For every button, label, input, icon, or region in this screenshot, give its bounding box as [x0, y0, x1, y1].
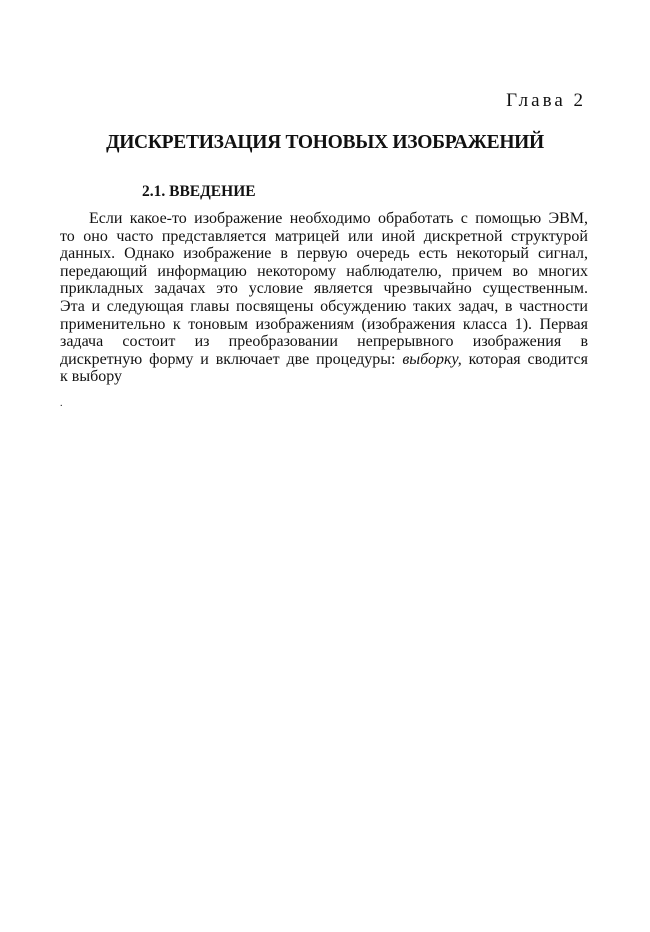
section-heading: 2.1. ВВЕДЕНИЕ	[142, 183, 256, 200]
paragraph-line: Если какое-то изображение необходимо обработать с помощью ЭВМ,	[89, 210, 588, 227]
chapter-title: ДИСКРЕТИЗАЦИЯ ТОНОВЫХ ИЗОБРАЖЕНИЙ	[106, 132, 544, 153]
line-text: которая сводится	[461, 350, 588, 368]
paragraph-line	[60, 351, 588, 369]
body-paragraph	[60, 210, 588, 386]
line-text: дискретную форму и включает две процедуры:	[60, 350, 403, 368]
italic-term: выборку,	[402, 350, 462, 368]
paragraph-line: прикладных задачах это условие является чрезвычайно существенным.	[60, 280, 588, 298]
chapter-label: Глава 2	[506, 90, 586, 111]
paragraph-line: задача состоит из преобразовании непрерывного изображения в	[60, 333, 588, 351]
paragraph-line: передающий информацию некоторому наблюдателю, причем во многих	[60, 262, 588, 280]
paragraph-line: данных. Однако изображение в первую очередь есть некоторый сигнал,	[60, 245, 588, 263]
paragraph-line: применительно к тоновым изображениям (изображения класса 1). Первая	[60, 315, 588, 333]
paragraph-line: Эта и следующая главы посвящены обсуждению таких задач, в частности	[60, 297, 588, 315]
paragraph-line: к выбору	[60, 368, 123, 386]
paragraph-line: то оно часто представляется матрицей или иной дискретной структурой	[60, 227, 588, 245]
stray-mark: .	[60, 398, 63, 409]
